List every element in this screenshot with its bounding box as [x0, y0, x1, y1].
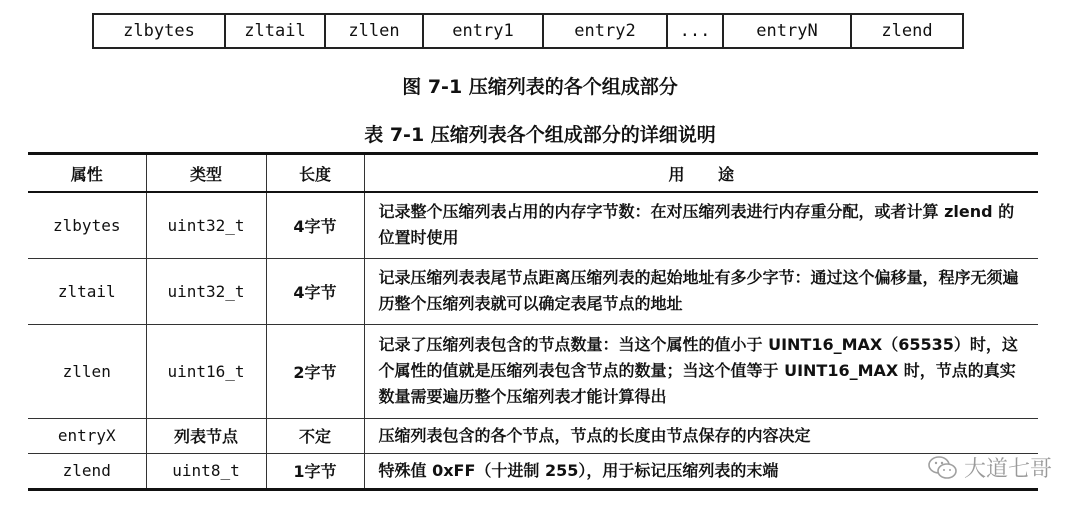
- cell-type: uint32_t: [146, 192, 266, 258]
- cell-attr: zlbytes: [28, 192, 146, 258]
- watermark: [928, 452, 1052, 483]
- layout-cell-zlbytes: zlbytes: [94, 15, 226, 47]
- table-caption: 表 7-1 压缩列表各个组成部分的详细说明: [364, 124, 716, 146]
- layout-cell-zlend: zlend: [881, 21, 933, 41]
- cell-length: 4字节: [266, 192, 364, 258]
- cell-length: 1字节: [266, 453, 364, 489]
- cell-type: uint16_t: [146, 324, 266, 418]
- ziplist-fields-table: [28, 152, 1038, 491]
- layout-cell-entry1: entry1: [424, 15, 544, 47]
- cell-length: 4字节: [266, 258, 364, 324]
- layout-cell-entry2: entry2: [544, 15, 668, 47]
- cell-attr: entryX: [28, 418, 146, 453]
- ziplist-layout-diagram: [92, 13, 964, 49]
- cell-type: uint32_t: [146, 258, 266, 324]
- header-usage: 用 途: [364, 154, 1038, 193]
- wechat-icon: [928, 455, 958, 481]
- table-row: [28, 324, 1038, 418]
- cell-desc: 特殊值 0xFF（十进制 255），用于标记压缩列表的末端: [364, 453, 1038, 489]
- figure-caption: 图 7-1 压缩列表的各个组成部分: [402, 76, 678, 98]
- cell-type: 列表节点: [146, 418, 266, 453]
- cell-type: uint8_t: [146, 453, 266, 489]
- watermark-text: 大道七哥: [963, 457, 1052, 482]
- cell-length: 2字节: [266, 324, 364, 418]
- header-length: 长度: [266, 154, 364, 193]
- table-row: [28, 418, 1038, 453]
- cell-desc: 压缩列表包含的各个节点，节点的长度由节点保存的内容决定: [364, 418, 1038, 453]
- header-attr: 属性: [28, 154, 146, 193]
- cell-attr: zlend: [28, 453, 146, 489]
- layout-cell-zltail: zltail: [226, 15, 326, 47]
- cell-desc: 记录压缩列表表尾节点距离压缩列表的起始地址有多少字节：通过这个偏移量，程序无须遍历整个压缩列表就可以确定表尾节点的地址: [364, 258, 1038, 324]
- layout-cell-ellipsis: ...: [668, 15, 724, 47]
- cell-attr: zltail: [28, 258, 146, 324]
- table-row: [28, 258, 1038, 324]
- cell-attr: zllen: [28, 324, 146, 418]
- table-row: [28, 192, 1038, 258]
- header-type: 类型: [146, 154, 266, 193]
- cell-desc: 记录了压缩列表包含的节点数量：当这个属性的值小于 UINT16_MAX（65535）时，这个属性的值就是压缩列表包含节点的数量；当这个值等于 UINT16_MAX 时，节点的真实数量需要遍历整个压缩列表才能计算得出: [364, 324, 1038, 418]
- cell-length: 不定: [266, 418, 364, 453]
- layout-cell-zllen: zllen: [326, 15, 424, 47]
- cell-desc: 记录整个压缩列表占用的内存字节数：在对压缩列表进行内存重分配，或者计算 zlend 的位置时使用: [364, 192, 1038, 258]
- layout-cell-entryN: entryN: [724, 15, 852, 47]
- table-header-row: [28, 154, 1038, 193]
- table-row: [28, 453, 1038, 489]
